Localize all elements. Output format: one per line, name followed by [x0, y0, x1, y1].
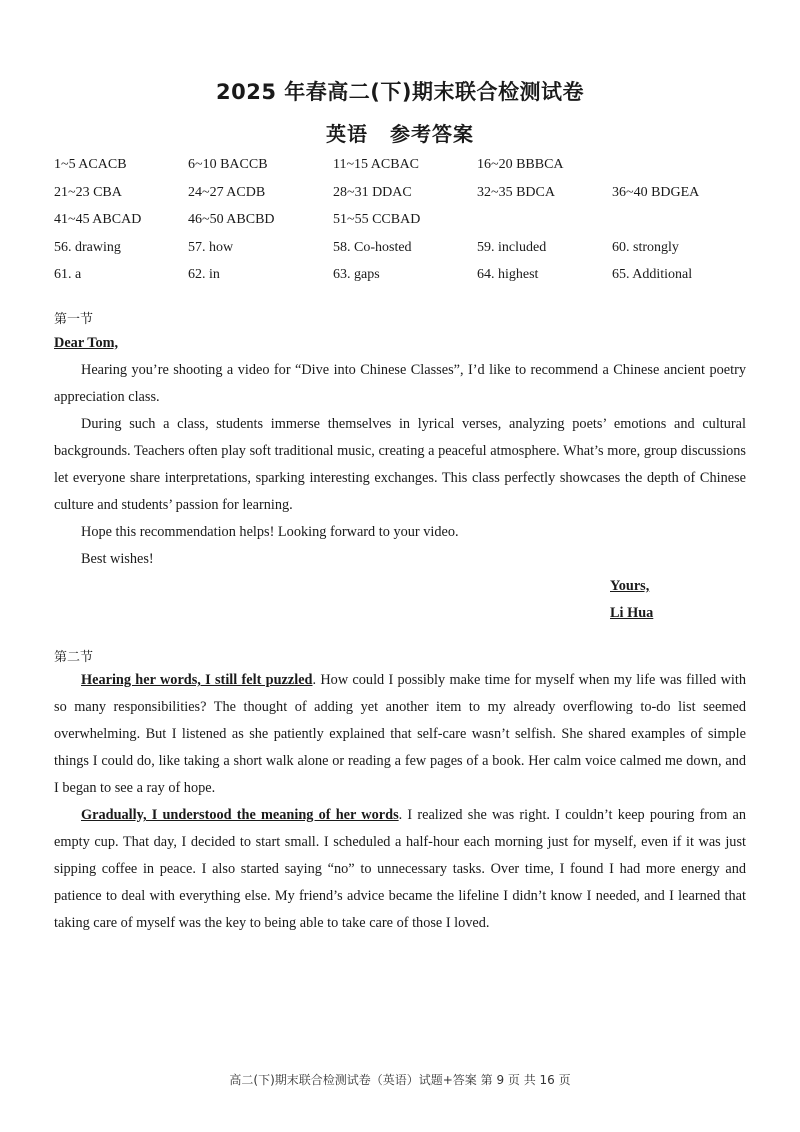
answer-cell: 46~50 ABCBD	[188, 212, 275, 227]
answer-cell: 32~35 BDCA	[477, 184, 555, 200]
answer-row	[54, 240, 754, 268]
section2-continuation	[54, 667, 746, 937]
answer-cell: 28~31 DDAC	[333, 184, 412, 200]
page-subtitle	[0, 118, 800, 147]
answer-cell: 11~15 ACBAC	[333, 157, 420, 172]
answer-cell: 57. how	[188, 239, 234, 255]
continuation-paragraph-1	[54, 667, 746, 802]
paragraph-lead-sentence: Hearing her words, I still felt puzzled	[81, 672, 313, 688]
section1-letter	[54, 330, 746, 573]
letter-paragraph: Hearing you’re shooting a video for “Dive into Chinese Classes”, I’d like to recommend a Chinese ancient poetry appreciation class.	[54, 362, 746, 405]
answer-cell: 6~10 BACCB	[188, 157, 268, 172]
section2-label: 第二节	[54, 650, 94, 665]
answer-key-grid	[54, 157, 754, 295]
answer-row	[54, 157, 754, 185]
letter-closing: Yours,	[610, 578, 650, 594]
answer-cell: 41~45 ABCAD	[54, 212, 142, 227]
paragraph-body: . How could I possibly make time for myself when my life was filled with so many responsibilities? The thought of adding yet another item to my already overflowing to-do list seemed overwhelming. But I listened as she patiently explained that self-care wasn’t selfish. She shared examples of simple things I could do, like taking a short walk alone or reading a few pages of a book. Her calm voice calmed me down, and I began to see a ray of hope.	[54, 672, 746, 796]
page-title: 2025 年春高二(下)期末联合检测试卷	[216, 80, 584, 104]
answer-cell: 36~40 BDGEA	[612, 184, 700, 200]
answer-cell: 56. drawing	[54, 239, 121, 255]
answer-cell: 62. in	[188, 267, 220, 282]
letter-paragraph: Hope this recommendation helps! Looking forward to your video.	[81, 524, 459, 540]
section1-label: 第一节	[54, 312, 94, 327]
letter-paragraph: During such a class, students immerse themselves in lyrical verses, analyzing poets’ emotions and cultural backgrounds. Teachers often play soft traditional music, creating a peaceful atmosphere. What’s more, group discussions let everyone share interpretations, sparking interesting exchanges. This class perfectly showcases the depth of Chinese culture and students’ passion for learning.	[54, 416, 746, 513]
answer-cell: 64. highest	[477, 267, 539, 282]
answer-cell: 60. strongly	[612, 239, 679, 255]
answer-cell: 21~23 CBA	[54, 184, 122, 200]
answer-cell: 24~27 ACDB	[188, 184, 266, 200]
letter-paragraph: Best wishes!	[81, 551, 154, 567]
answer-key-label: 参考答案	[390, 122, 474, 146]
letter-signature: Li Hua	[610, 605, 654, 621]
answer-cell: 58. Co-hosted	[333, 239, 412, 255]
paragraph-body: . I realized she was right. I couldn’t keep pouring from an empty cup. That day, I decided to start small. I scheduled a half-hour each morning just for myself, even if it was just sipping coffee in peace. I also started saying “no” to unnecessary tasks. Over time, I found I had more energy and patience to deal with everything else. My friend’s advice became the lifeline I didn’t know I needed, and I learned that taking care of myself was the key to being able to take care of those I loved.	[54, 807, 747, 931]
paragraph-lead-sentence: Gradually, I understood the meaning of her words	[81, 807, 399, 823]
answer-cell: 61. a	[54, 267, 82, 282]
page-footer: 高二(下)期末联合检测试卷（英语）试题+答案 第 9 页 共 16 页	[229, 1073, 571, 1087]
subject-label: 英语	[326, 122, 368, 146]
continuation-paragraph-2	[54, 802, 746, 937]
answer-cell: 16~20 BBBCA	[477, 157, 564, 172]
answer-cell: 65. Additional	[612, 267, 693, 282]
letter-salutation: Dear Tom,	[54, 335, 119, 351]
answer-cell: 63. gaps	[333, 267, 380, 282]
answer-row	[54, 267, 754, 295]
answer-row	[54, 185, 754, 213]
answer-row	[54, 212, 754, 240]
answer-cell: 1~5 ACACB	[54, 157, 127, 172]
answer-cell: 51~55 CCBAD	[333, 212, 421, 227]
answer-cell: 59. included	[477, 239, 547, 255]
